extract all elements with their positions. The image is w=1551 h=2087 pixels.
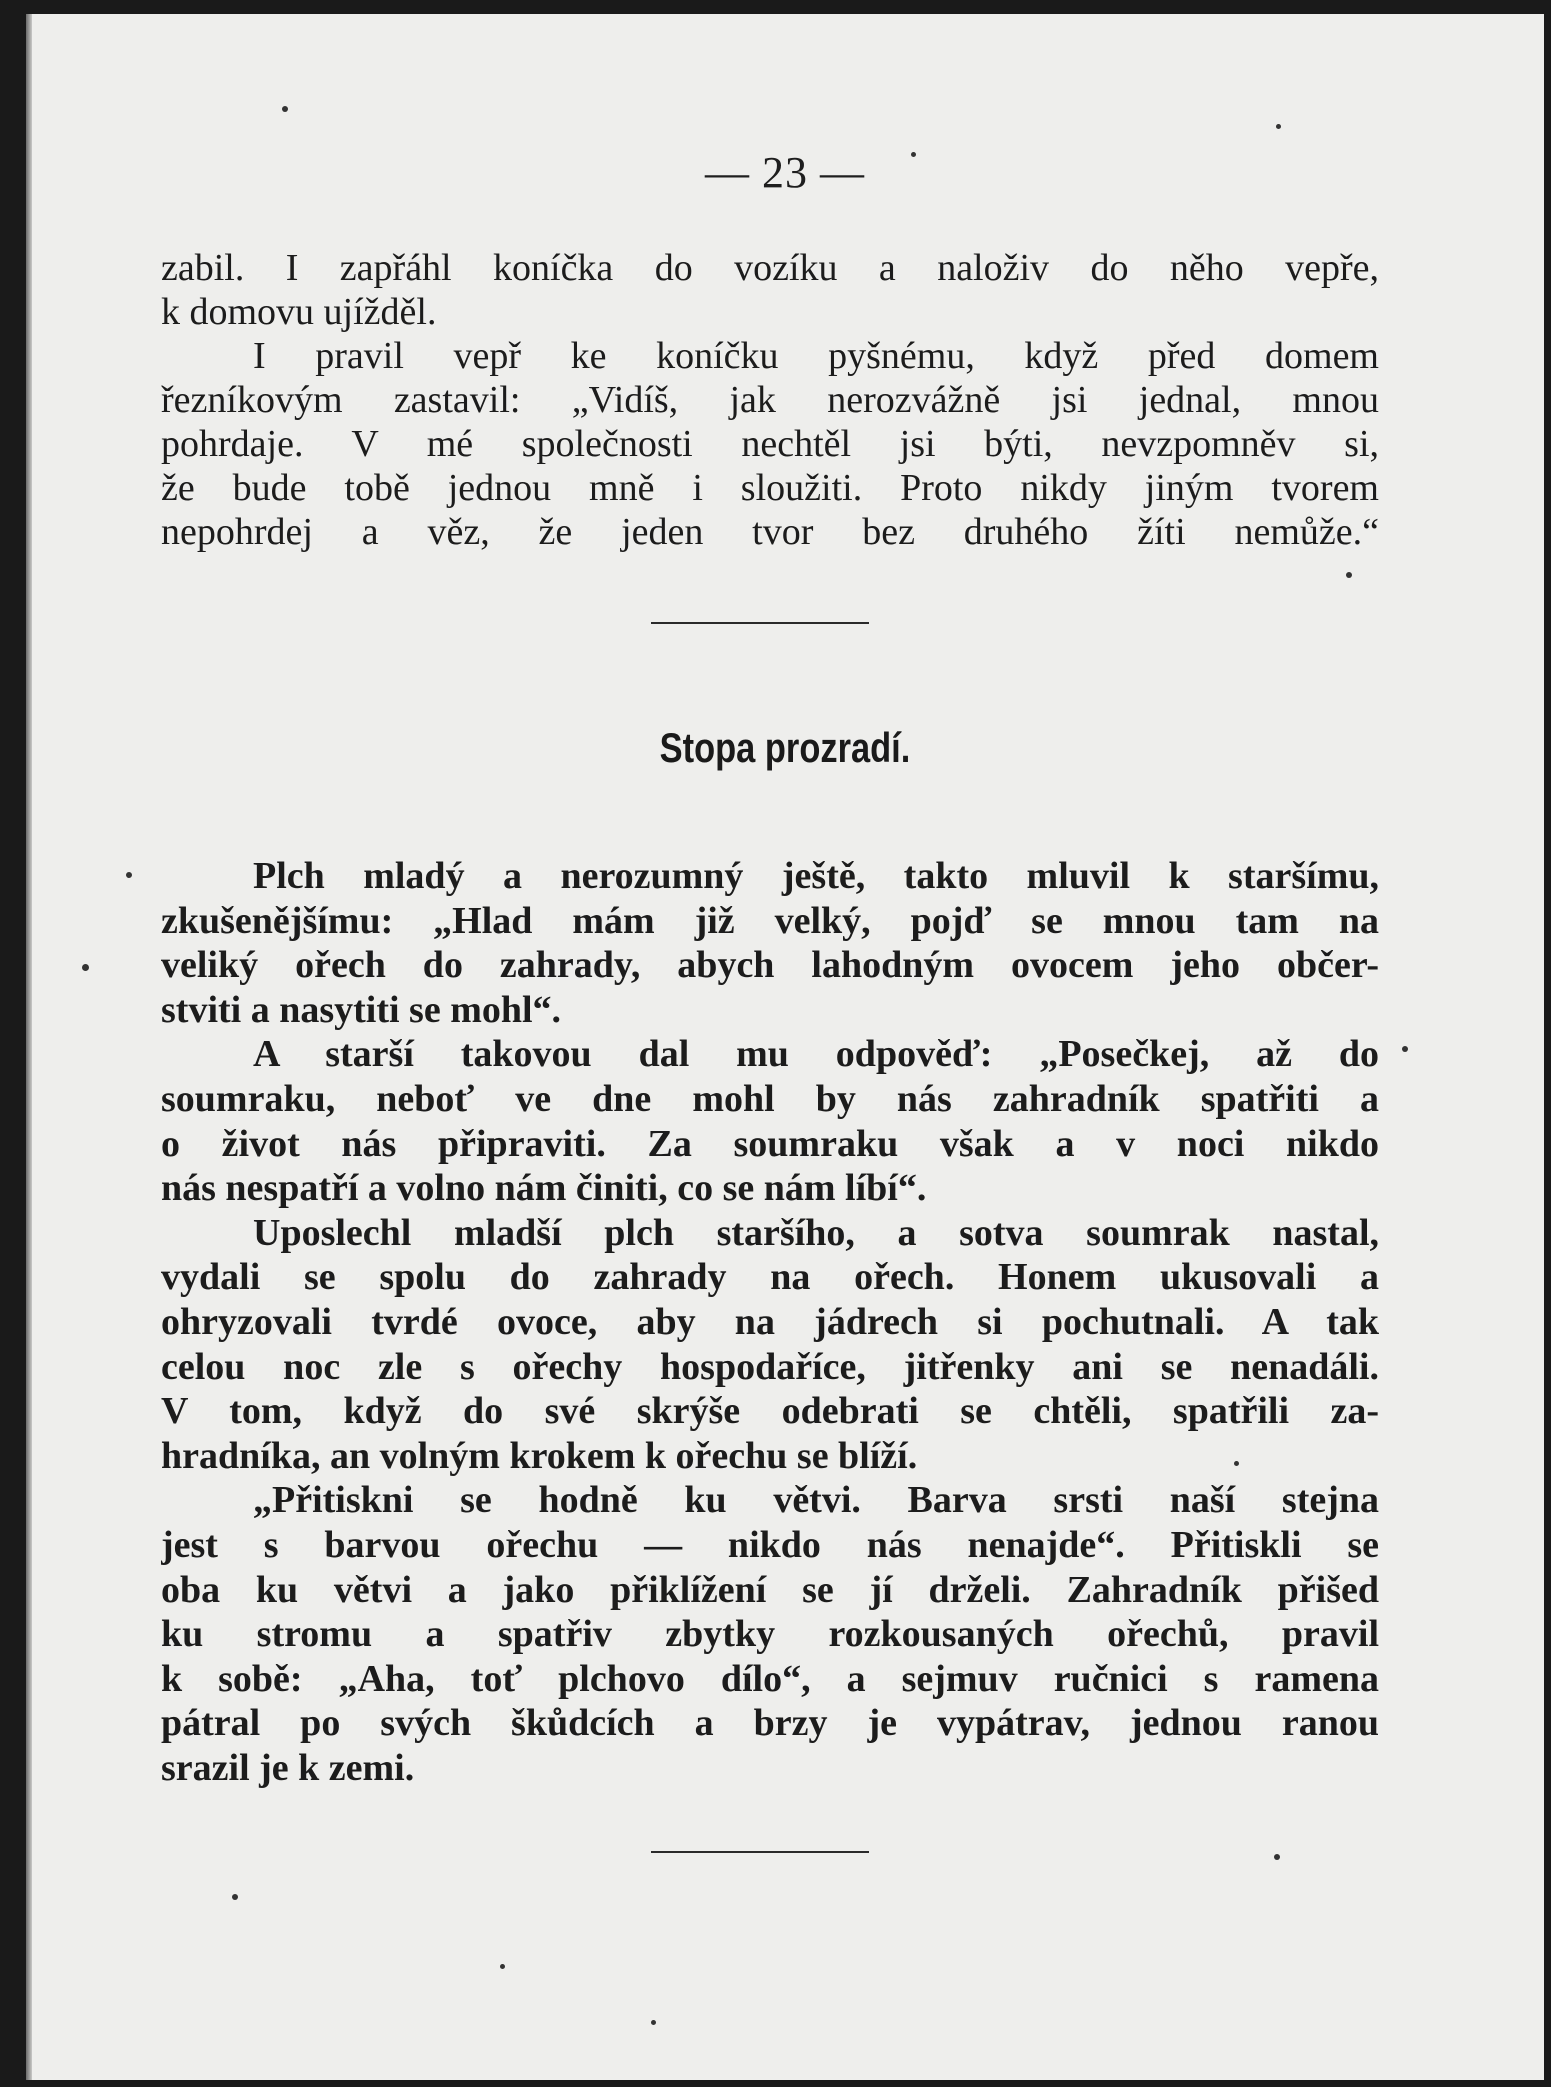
scan-speck (1276, 124, 1281, 129)
page-binding-edge (26, 14, 32, 2080)
scan-speck (282, 106, 288, 112)
story-title: Stopa prozradí. (659, 724, 911, 771)
text-line: I pravil vepř ke koníčku pyšnému, když před domem (253, 335, 1379, 377)
scan-speck (500, 1964, 505, 1969)
text-line: nepohrdej a věz, že jeden tvor bez druhého žíti nemůže.“ (161, 511, 1379, 553)
text-line: vydali se spolu do zahrady na ořech. Honem ukusovali a (161, 1256, 1379, 1299)
text-line: „Přitiskni se hodně ku větvi. Barva srsti naší stejna (253, 1479, 1379, 1522)
text-line: pohrdaje. V mé společnosti nechtěl jsi býti, nevzpomněv si, (161, 423, 1379, 465)
text-line: V tom, když do své skrýše odebrati se chtěli, spatřili za- (161, 1390, 1379, 1433)
section-divider (651, 622, 869, 624)
text-line: řezníkovým zastavil: „Vidíš, jak nerozvážně jsi jednal, mnou (161, 379, 1379, 421)
text-line: zkušenějšímu: „Hlad mám již velký, pojď se mnou tam na (161, 899, 1379, 942)
text-line: srazil je k zemi. (161, 1746, 415, 1789)
text-line: hradníka, an volným krokem k ořechu se blíží. (161, 1434, 918, 1477)
page-number: — 23 — (705, 148, 865, 197)
text-line: k sobě: „Aha, toť plchovo dílo“, a sejmuv ručnici s ramena (161, 1657, 1379, 1700)
scan-speck (1274, 1854, 1280, 1860)
scan-speck (232, 1894, 238, 1900)
section-divider (651, 1851, 869, 1853)
text-line: ohryzovali tvrdé ovoce, aby na jádrech si pochutnali. A tak (161, 1300, 1379, 1343)
fable-ending-text (161, 246, 1379, 554)
text-line: A starší takovou dal mu odpověď: „Posečkej, až do (253, 1033, 1379, 1076)
text-line: zabil. I zapřáhl koníčka do vozíku a naloživ do něho vepře, (161, 247, 1379, 289)
scan-speck (1346, 572, 1352, 578)
scan-speck (1234, 1461, 1239, 1466)
story-text (161, 854, 1379, 1790)
text-line: že bude tobě jednou mně i sloužiti. Proto nikdy jiným tvorem (161, 467, 1379, 509)
text-line: Plch mladý a nerozumný ještě, takto mluvil k staršímu, (253, 855, 1379, 897)
text-line: soumraku, neboť ve dne mohl by nás zahradník spatřiti a (161, 1077, 1379, 1120)
text-line: celou noc zle s ořechy hospodaříce, jitřenky ani se nenadáli. (161, 1345, 1379, 1388)
text-line: veliký ořech do zahrady, abych lahodným ovocem jeho občer- (161, 944, 1379, 987)
scan-speck (911, 152, 916, 157)
scan-speck (651, 2020, 656, 2025)
text-line: o život nás připraviti. Za soumraku však a v noci nikdo (161, 1122, 1379, 1165)
text-line: nás nespatří a volno nám činiti, co se nám líbí“. (161, 1167, 927, 1210)
text-line: Uposlechl mladší plch staršího, a sotva soumrak nastal, (253, 1211, 1379, 1254)
scan-speck (82, 964, 89, 971)
text-line: pátral po svých škůdcích a brzy je vypátrav, jednou ranou (161, 1702, 1379, 1745)
book-page (26, 14, 1544, 2080)
text-line: stviti a nasytiti se mohl“. (161, 988, 562, 1031)
scan-speck (1402, 1046, 1408, 1052)
text-line: oba ku větvi a jako přiklížení se jí drželi. Zahradník přišed (161, 1568, 1379, 1611)
text-line: jest s barvou ořechu — nikdo nás nenajde“. Přitiskli se (161, 1523, 1379, 1566)
scan-speck (126, 872, 132, 878)
text-line: ku stromu a spatřiv zbytky rozkousaných ořechů, pravil (161, 1613, 1379, 1656)
text-line: k domovu ujížděl. (161, 291, 437, 333)
